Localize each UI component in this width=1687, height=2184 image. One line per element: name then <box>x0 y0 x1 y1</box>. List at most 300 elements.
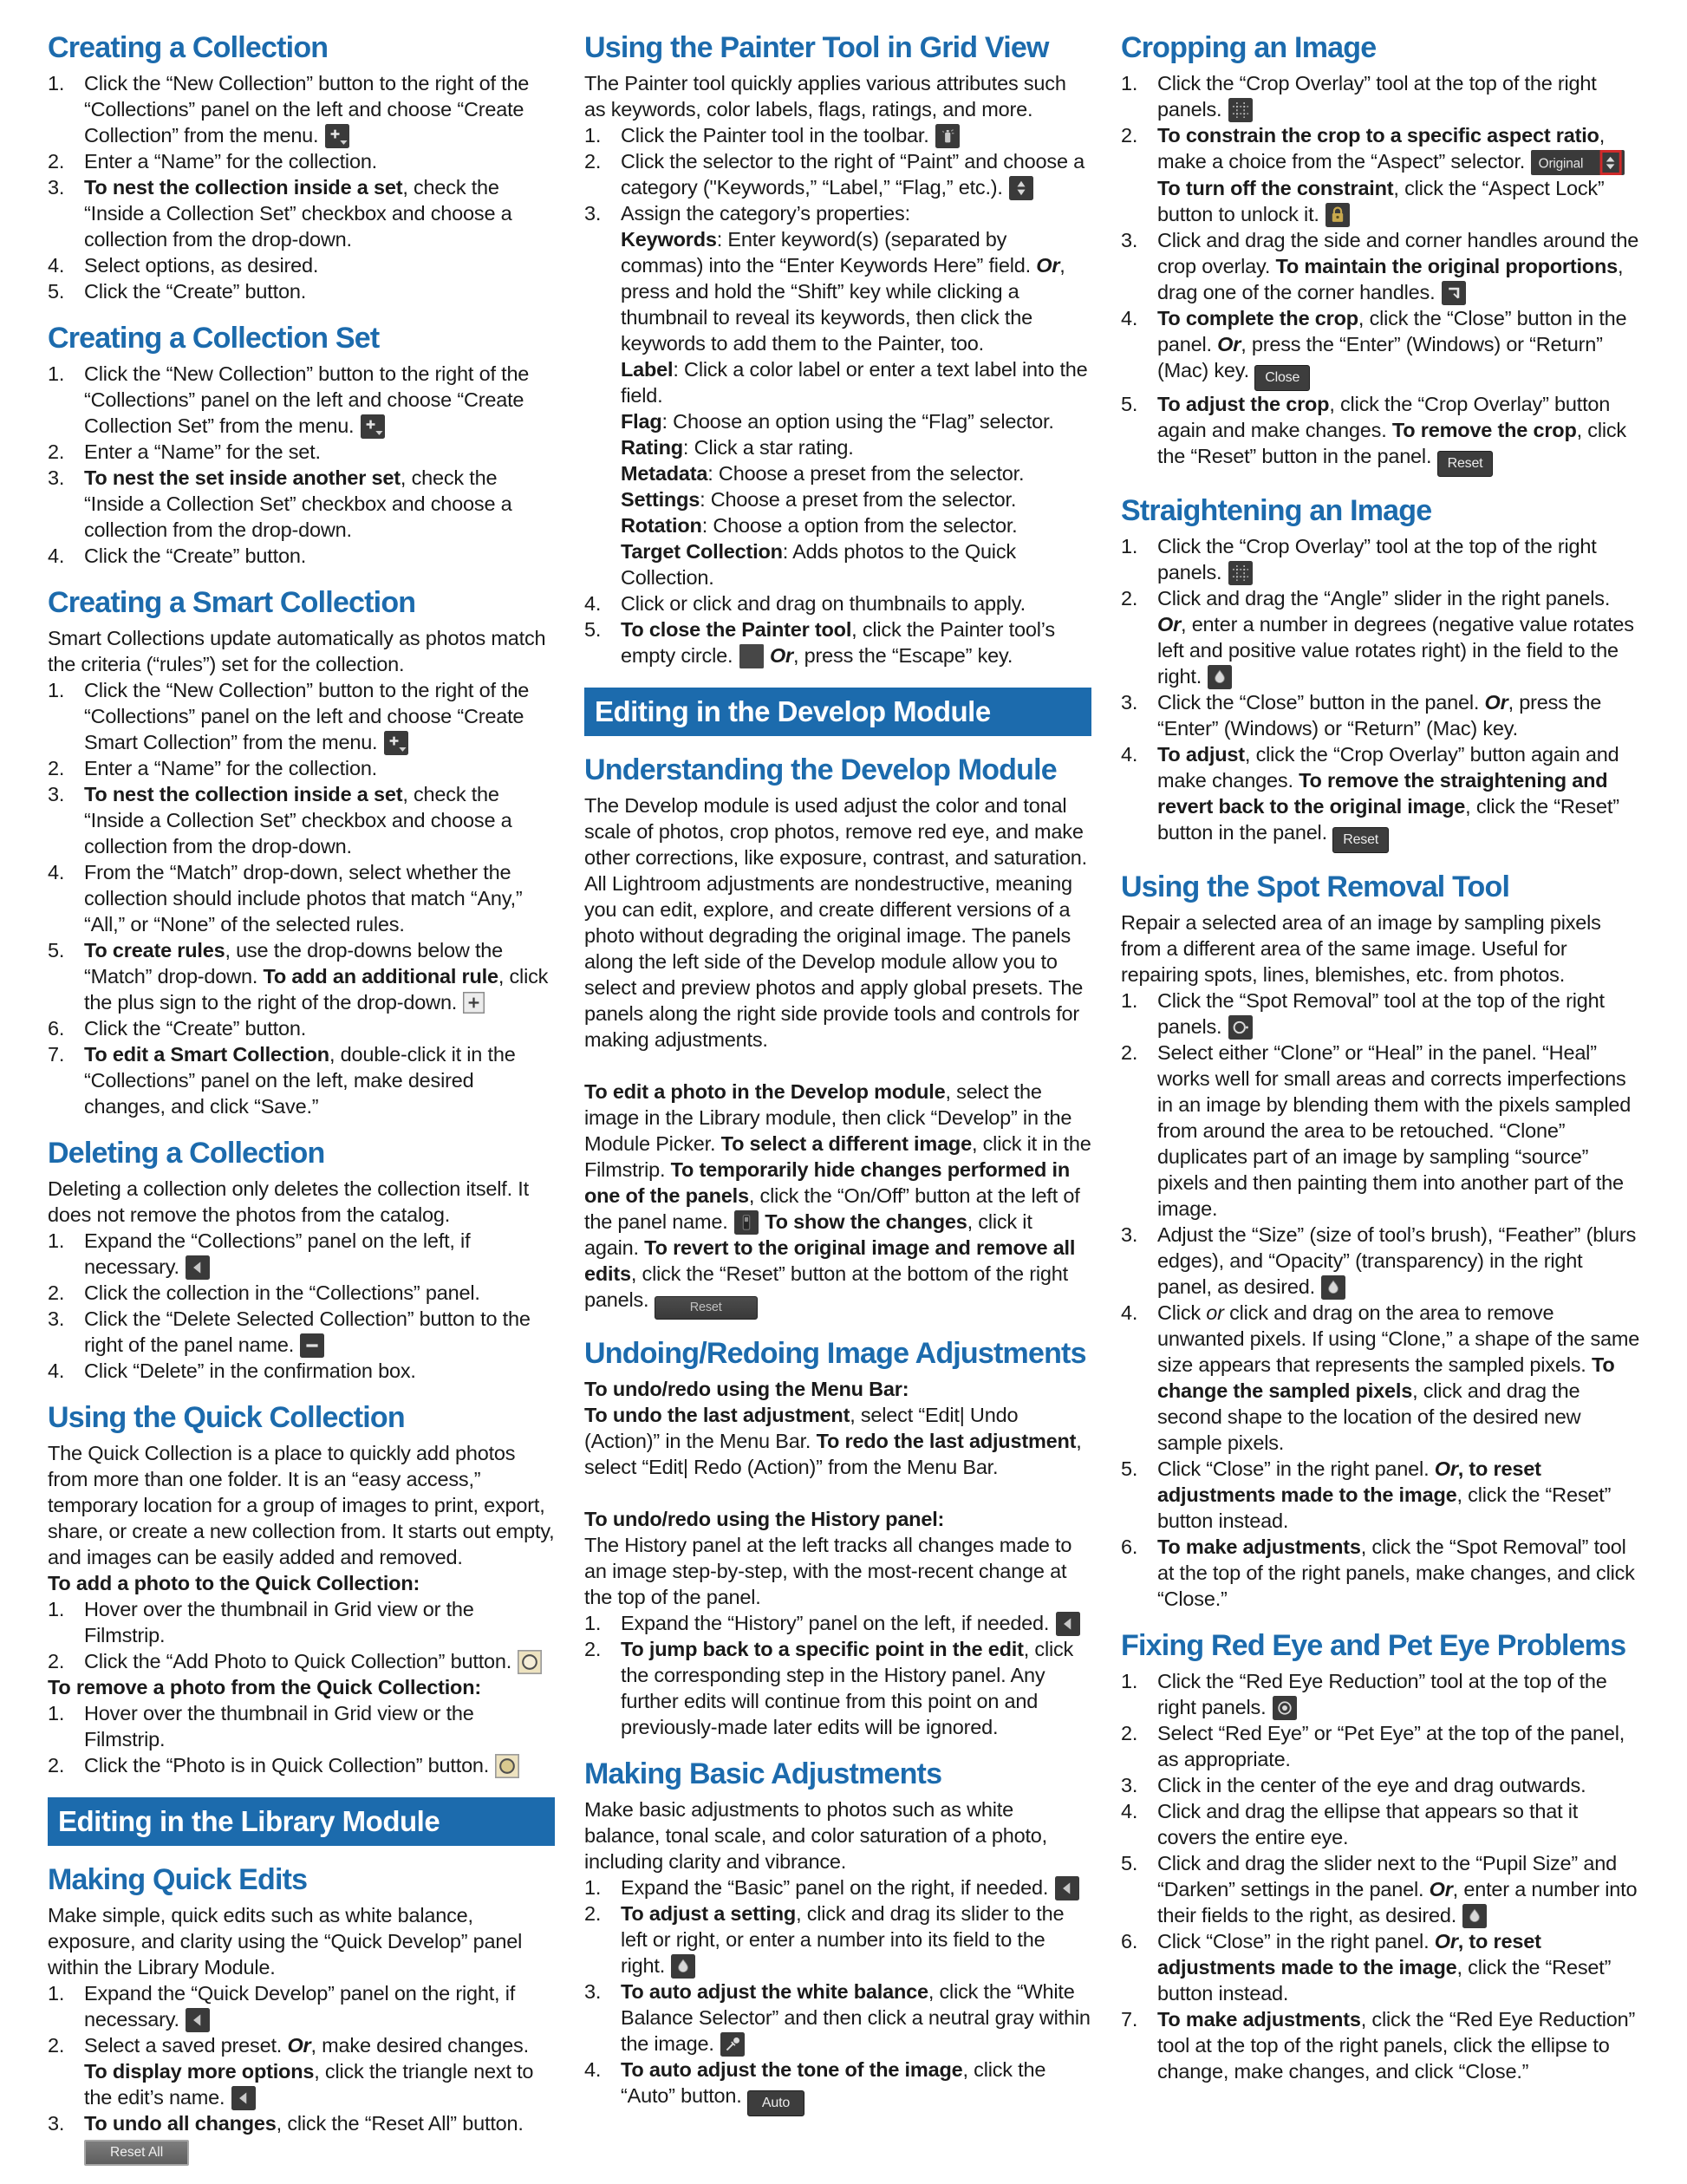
list-item <box>48 1280 555 1306</box>
eyedropper-icon <box>720 2032 745 2057</box>
text-run: : Enter keyword(s) (separated by commas) into the “Enter Keywords Here” field. <box>621 228 1037 277</box>
toggle-icon <box>734 1210 759 1235</box>
list-item-text <box>84 439 555 465</box>
text-run: : Click a star rating. <box>682 436 854 460</box>
list-number: 2. <box>1121 1722 1138 1745</box>
list-item <box>1121 1850 1641 1928</box>
list-number: 4. <box>584 2057 602 2081</box>
paragraph <box>48 1440 555 1570</box>
text-run: Select either “Clone” or “Heal” in the panel. “Heal” works well for small areas and corrects imperfections in an image by blending them with the pixels sampled from around the area to be retouched. “Clone” duplicates part of an image by sampling “source” pixels and then painting them into another part of the image. <box>1157 1041 1632 1221</box>
list-number: 4. <box>584 592 602 616</box>
text-run: Enter a “Name” for the collection. <box>84 757 378 780</box>
text-run: To add a photo to the Quick Collection: <box>48 1572 420 1595</box>
list-item-text <box>1157 1456 1641 1534</box>
list-item-text <box>1157 741 1641 853</box>
reset-button: Reset <box>1437 451 1494 477</box>
list-item-text <box>621 1610 1091 1636</box>
list-item <box>1121 689 1641 741</box>
list-item-text <box>1157 391 1641 477</box>
list-item-text <box>84 1648 555 1674</box>
list-item-text <box>84 677 555 755</box>
section-heading: Using the Quick Collection <box>48 1401 405 1435</box>
paragraph <box>48 1902 555 1980</box>
section-heading: Understanding the Develop Module <box>584 753 1057 787</box>
list-number: 1. <box>48 679 65 702</box>
list-item <box>1121 1928 1641 2006</box>
list-item <box>48 2110 555 2136</box>
text-run: To nest the set inside another set <box>84 466 401 490</box>
text-run: click and drag on the area to remove unwanted pixels. If using “Clone,” a shape of the same size appears that represents the sampled pixels. <box>1157 1301 1640 1377</box>
triangle-left-icon <box>1056 1612 1080 1636</box>
list-number: 1. <box>48 72 65 95</box>
list-item <box>584 1979 1091 2057</box>
text-run: To remove the crop <box>1391 419 1577 442</box>
list-number: 1. <box>584 1875 602 1899</box>
spacer <box>584 1480 1091 1506</box>
list-item-text <box>84 174 555 252</box>
list-item-text <box>84 2032 555 2110</box>
list-item-text <box>1157 1850 1641 1928</box>
close-button: Close <box>1254 365 1310 391</box>
list-item <box>1121 1798 1641 1850</box>
list-item <box>48 2032 555 2110</box>
text-run: Click the “Crop Overlay” tool at the top of the right panels. <box>1157 72 1597 121</box>
section-heading: Cropping an Image <box>1121 31 1377 64</box>
text-run: , click the “Reset” button in the panel. <box>1157 795 1619 844</box>
list-item-text <box>1157 1534 1641 1612</box>
list-number: 3. <box>48 176 65 199</box>
list-item <box>48 781 555 859</box>
text-run: Select options, as desired. <box>84 254 319 277</box>
list-item-text <box>84 1700 555 1752</box>
text-run: To close the Painter tool <box>621 618 852 642</box>
text-run: To constrain the crop to a specific aspect ratio <box>1157 124 1599 147</box>
text-run: , click the “Auto” button. <box>621 2057 1046 2107</box>
text-run: Click the collection in the “Collections” panel. <box>84 1281 480 1305</box>
text-run: To add an additional rule <box>263 965 498 988</box>
painter-icon <box>935 124 960 148</box>
list-number: 1. <box>584 1611 602 1634</box>
text-run: To undo the last adjustment <box>584 1403 850 1426</box>
text-run: , check the “Inside a Collection Set” checkbox and choose a collection from the drop-down. <box>84 466 512 542</box>
text-run: Label <box>621 358 674 381</box>
triangle-left-icon <box>231 2086 256 2110</box>
text-run: To remove the straightening and revert back to the original image <box>1157 769 1608 818</box>
list-number: 1. <box>48 1982 65 2005</box>
list-item-text <box>84 1228 555 1280</box>
text-run: , click the Painter tool’s empty circle. <box>621 618 1055 668</box>
text-run: : Adds photos to the Quick Collection. <box>621 540 1016 590</box>
list-item <box>1121 1668 1641 1720</box>
text-run: Select a saved preset. <box>84 2034 288 2057</box>
selector-updown-icon <box>1009 176 1033 200</box>
text-run: or <box>1206 1301 1224 1325</box>
list-item-text <box>1157 1798 1641 1850</box>
list-item-text <box>84 543 555 569</box>
quick-circle-filled-icon <box>495 1754 519 1778</box>
section-heading: Using the Painter Tool in Grid View <box>584 31 1049 64</box>
triangle-left-icon <box>1055 1876 1079 1900</box>
list-item <box>48 1700 555 1752</box>
text-run: Or <box>1217 333 1241 356</box>
text-run: Rotation <box>621 514 702 538</box>
text-run: , click the plus sign to the right of the drop-down. <box>84 965 549 1014</box>
text-run: , click the “Spot Removal” tool at the top of the right panels, make changes, and click “Close.” <box>1157 1535 1635 1611</box>
text-run: Settings <box>621 488 700 512</box>
list-item-text <box>1157 1772 1641 1798</box>
sub-paragraph <box>621 486 1091 512</box>
text-run: , click the “Aspect Lock” button to unlock it. <box>1157 177 1605 226</box>
text-run: To select a different image <box>720 1132 972 1156</box>
list-item-text <box>621 200 1091 226</box>
corner-handle-icon <box>1442 281 1466 305</box>
list-number: 1. <box>584 124 602 147</box>
text-run: Deleting a collection only deletes the collection itself. It does not remove the photos from the catalog. <box>48 1177 529 1227</box>
list-item <box>1121 391 1641 477</box>
text-run: , click the “Close” button in the panel. <box>1157 307 1627 356</box>
list-item <box>48 937 555 1015</box>
reset-button: Reset <box>655 1296 758 1320</box>
sub-paragraph <box>621 460 1091 486</box>
text-run: : Choose an option using the “Flag” selector. <box>661 410 1054 434</box>
list-item-text <box>1157 227 1641 305</box>
list-item <box>1121 2006 1641 2084</box>
list-item-text <box>1157 1040 1641 1222</box>
text-run: , click the “Reset” button instead. <box>1157 1483 1612 1533</box>
list-item <box>1121 585 1641 689</box>
paragraph <box>584 1506 1091 1532</box>
text-run: Expand the “Quick Develop” panel on the right, if necessary. <box>84 1982 516 2031</box>
paragraph <box>1121 909 1641 988</box>
paragraph <box>48 1176 555 1228</box>
list-number: 5. <box>1121 1852 1138 1875</box>
list-number: 2. <box>584 150 602 173</box>
list-number: 2. <box>1121 124 1138 147</box>
list-item-text <box>1157 305 1641 391</box>
text-run: , press the “Escape” key. <box>793 644 1013 668</box>
paragraph <box>584 1796 1091 1874</box>
text-run: To edit a photo in the Develop module <box>584 1080 946 1104</box>
text-run: , make a choice from the “Aspect” selector. <box>1157 124 1606 173</box>
list-number: 5. <box>1121 393 1138 416</box>
list-item <box>48 1228 555 1280</box>
list-item <box>1121 1720 1641 1772</box>
section-heading: Undoing/Redoing Image Adjustments <box>584 1336 1086 1370</box>
button-row <box>84 2140 555 2166</box>
list-number: 4. <box>48 254 65 277</box>
text-run: Repair a selected area of an image by sampling pixels from a different area of the same image. Useful for repairing spots, lines, blemishes, etc. from photos. <box>1121 911 1601 987</box>
list-number: 2. <box>48 757 65 780</box>
section-heading: Making Basic Adjustments <box>584 1757 942 1790</box>
text-run: To show the changes <box>765 1210 967 1234</box>
list-item-text <box>1157 689 1641 741</box>
list-item <box>1121 1772 1641 1798</box>
list-item <box>48 1358 555 1384</box>
text-run: , click the “Reset” button in the panel. <box>1157 419 1626 468</box>
text-run: To jump back to a specific point in the edit <box>621 1637 1024 1660</box>
text-run: , click the “Reset All” button. <box>276 2112 524 2135</box>
spacer <box>584 1053 1091 1079</box>
list-item <box>1121 741 1641 853</box>
list-item-text <box>84 1358 555 1384</box>
list-item <box>1121 1456 1641 1534</box>
list-number: 2. <box>48 1281 65 1305</box>
list-number: 6. <box>1121 1535 1138 1559</box>
text-run: Expand the “Basic” panel on the right, if needed. <box>621 1875 1054 1899</box>
list-number: 3. <box>48 1307 65 1331</box>
triangle-left-icon <box>186 2008 210 2032</box>
text-run: , click the “Reset” button instead. <box>1157 1956 1612 2005</box>
list-item-text <box>84 1980 555 2032</box>
list-item <box>48 543 555 569</box>
list-number: 3. <box>1121 229 1138 252</box>
list-item-text <box>1157 533 1641 585</box>
plus-menu-icon <box>384 731 408 755</box>
list-number: 5. <box>48 939 65 962</box>
list-number: 6. <box>1121 1930 1138 1953</box>
list-item <box>584 122 1091 148</box>
plus-menu-icon <box>325 124 349 148</box>
text-run: Click the “Red Eye Reduction” tool at the top of the right panels. <box>1157 1670 1607 1719</box>
text-run: Click and drag the “Angle” slider in the right panels. <box>1157 587 1611 610</box>
list-item-text <box>621 590 1091 616</box>
list-item <box>48 1596 555 1648</box>
reset-button: Reset <box>1332 827 1389 853</box>
text-run: Expand the “History” panel on the left, if needed. <box>621 1611 1055 1634</box>
text-run: To maintain the original proportions <box>1275 255 1618 278</box>
crop-icon <box>1228 98 1253 122</box>
list-item-text <box>84 937 555 1015</box>
list-number: 1. <box>1121 989 1138 1013</box>
minus-icon <box>300 1333 324 1358</box>
text-run: , select “Edit| Redo (Action)” from the Menu Bar. <box>584 1429 1082 1478</box>
list-number: 7. <box>1121 2008 1138 2031</box>
list-number: 2. <box>1121 1041 1138 1065</box>
list-item-text <box>621 148 1091 200</box>
text-run: : Choose a option from the selector. <box>701 514 1018 538</box>
text-run: , click it in the Filmstrip. <box>584 1132 1091 1182</box>
list-item-text <box>621 122 1091 148</box>
text-run: , click the triangle next to the edit’s name. <box>84 2060 534 2109</box>
list-item <box>48 1980 555 2032</box>
text-run: Or <box>1434 1457 1458 1481</box>
list-item <box>48 1306 555 1358</box>
text-run: Click the Painter tool in the toolbar. <box>621 124 935 147</box>
lock-icon <box>1326 203 1350 227</box>
list-item-text <box>84 1752 555 1778</box>
plus-light-icon <box>463 992 485 1014</box>
section-heading: Creating a Collection Set <box>48 322 380 355</box>
list-number: 4. <box>48 1359 65 1383</box>
text-run: To make adjustments <box>1157 2008 1361 2031</box>
text-run: To adjust the crop <box>1157 393 1330 416</box>
list-item <box>48 755 555 781</box>
list-item-text <box>84 1015 555 1041</box>
text-run: To undo/redo using the Menu Bar: <box>584 1377 909 1400</box>
list-number: 1. <box>1121 535 1138 558</box>
text-run: , use the drop-downs below the “Match” drop-down. <box>84 939 504 988</box>
text-run: To make adjustments <box>1157 1535 1361 1559</box>
text-run: Click the “New Collection” button to the right of the “Collections” panel on the left and choose “Create Collection” from the menu. <box>84 72 530 147</box>
list-item <box>584 1874 1091 1900</box>
text-run: To display more options <box>84 2060 315 2083</box>
list-number: 3. <box>584 1979 602 2003</box>
text-run: Click the “Photo is in Quick Collection” button. <box>84 1754 495 1777</box>
text-run: To change the sampled pixels <box>1157 1353 1615 1403</box>
column-1 <box>48 31 555 2166</box>
list-item <box>1121 988 1641 1040</box>
text-run: Or <box>769 644 793 668</box>
list-number: 2. <box>584 1901 602 1925</box>
list-number: 3. <box>584 202 602 225</box>
list-number: 1. <box>48 1702 65 1725</box>
droplet-icon <box>1462 1904 1487 1928</box>
text-run: Flag <box>621 410 662 434</box>
text-run: Click “Close” in the right panel. <box>1157 1930 1435 1953</box>
list-number: 1. <box>1121 72 1138 95</box>
list-item <box>584 1636 1091 1740</box>
list-number: 4. <box>48 861 65 884</box>
list-item-text <box>1157 2006 1641 2084</box>
list-number: 3. <box>1121 691 1138 714</box>
red-eye-icon <box>1273 1696 1297 1720</box>
list-number: 2. <box>1121 587 1138 610</box>
list-number: 4. <box>1121 743 1138 766</box>
text-run: Click and drag the side and corner handles around the crop overlay. <box>1157 229 1639 278</box>
text-run: , to reset adjustments made to the image <box>1157 1930 1541 1979</box>
list-item <box>48 1041 555 1119</box>
list-item <box>584 2057 1091 2116</box>
section-banner: Editing in the Library Module <box>48 1797 555 1846</box>
text-run: The History panel at the left tracks all changes made to an image step-by-step, with the most-recent change at the top of the panel. <box>584 1533 1072 1608</box>
list-number: 1. <box>48 1598 65 1621</box>
text-run: , click the “On/Off” button at the left of the panel name. <box>584 1184 1080 1234</box>
text-run: Make basic adjustments to photos such as white balance, tonal scale, and color saturation of a photo, including clarity and vibrance. <box>584 1797 1047 1873</box>
list-item <box>584 1610 1091 1636</box>
list-number: 4. <box>48 544 65 568</box>
sub-paragraph <box>621 226 1091 356</box>
list-item-text <box>84 1041 555 1119</box>
text-run: Click or click and drag on thumbnails to apply. <box>621 592 1026 616</box>
text-run: : Choose a preset from the selector. <box>707 462 1025 486</box>
text-run: To auto adjust the white balance <box>621 1979 928 2003</box>
list-number: 2. <box>48 1650 65 1673</box>
auto-button: Auto <box>747 2090 804 2116</box>
text-run: , click it again. <box>584 1210 1032 1260</box>
text-run: Click and drag the slider next to the “Pupil Size” and “Darken” settings in the panel. <box>1157 1852 1617 1901</box>
text-run: To edit a Smart Collection <box>84 1043 329 1066</box>
text-run: To adjust a setting <box>621 1901 797 1925</box>
list-item <box>48 859 555 937</box>
text-run: , select the image in the Library module, then click “Develop” in the Module Picker. <box>584 1080 1072 1156</box>
text-run: Or <box>1036 254 1060 277</box>
list-item <box>584 590 1091 616</box>
sub-paragraph <box>621 408 1091 434</box>
list-item-text <box>1157 122 1641 227</box>
column-3 <box>1121 31 1641 2166</box>
text-run: Smart Collections update automatically as photos match the criteria (“rules”) set for the collection. <box>48 627 546 676</box>
text-run: Assign the category’s properties: <box>621 202 910 225</box>
list-item-text <box>621 1636 1091 1740</box>
list-number: 2. <box>48 440 65 464</box>
list-number: 4. <box>1121 1301 1138 1325</box>
list-item <box>48 1752 555 1778</box>
text-run: , check the “Inside a Collection Set” checkbox and choose a collection from the drop-down. <box>84 783 512 858</box>
list-number: 3. <box>1121 1774 1138 1797</box>
list-item <box>48 174 555 252</box>
text-run: Click the “New Collection” button to the right of the “Collections” panel on the left and choose “Create Smart Collection” from the menu. <box>84 679 530 754</box>
text-run: Click the “Close” button in the panel. <box>1157 691 1485 714</box>
list-number: 1. <box>48 362 65 386</box>
text-run: , click the “White Balance Selector” and then click a neutral gray within the image. <box>621 1979 1091 2055</box>
plus-menu-icon <box>361 414 385 439</box>
paragraph <box>584 792 1091 1053</box>
list-item-text <box>1157 1668 1641 1720</box>
paragraph <box>48 1674 555 1700</box>
list-item <box>48 439 555 465</box>
list-number: 5. <box>584 618 602 642</box>
text-run: To nest the collection inside a set <box>84 783 403 806</box>
text-run: , make desired changes. <box>310 2034 529 2057</box>
text-run: Rating <box>621 436 683 460</box>
text-run: , press the “Enter” (Windows) or “Return” (Mac) key. <box>1157 691 1602 740</box>
text-run: Keywords <box>621 228 717 251</box>
paragraph <box>584 1532 1091 1610</box>
section-banner: Editing in the Develop Module <box>584 688 1091 736</box>
text-run: Click the “Create” button. <box>84 544 307 568</box>
text-run: Click the “Crop Overlay” tool at the top of the right panels. <box>1157 535 1597 584</box>
list-number: 1. <box>1121 1670 1138 1693</box>
text-run: Click the “Spot Removal” tool at the top of the right panels. <box>1157 989 1605 1039</box>
text-run: Make simple, quick edits such as white balance, exposure, and clarity using the “Quick Develop” panel within the Library Module. <box>48 1904 523 1979</box>
text-run: : Click a color label or enter a text label into the field. <box>621 358 1088 407</box>
text-run: Click the “Create” button. <box>84 1017 307 1040</box>
text-run: Click the “Create” button. <box>84 280 307 303</box>
text-run: , click and drag the second shape to the location of the desired new sample pixels. <box>1157 1379 1581 1455</box>
list-item <box>1121 122 1641 227</box>
text-run: To create rules <box>84 939 225 962</box>
list-item <box>584 616 1091 668</box>
text-run: , click the “Reset” button at the bottom of the right panels. <box>584 1262 1068 1312</box>
sub-paragraph <box>621 356 1091 408</box>
list-item <box>584 200 1091 226</box>
list-item-text <box>1157 1300 1641 1456</box>
list-item <box>1121 1300 1641 1456</box>
section-heading: Straightening an Image <box>1121 494 1432 528</box>
text-run: , click the “Crop Overlay” button again and make changes. <box>1157 743 1619 792</box>
column-2 <box>584 31 1091 2166</box>
list-item-text <box>1157 585 1641 689</box>
text-run: Hover over the thumbnail in Grid view or the Filmstrip. <box>84 1702 474 1751</box>
list-item-text <box>84 278 555 304</box>
list-number: 7. <box>48 1043 65 1066</box>
list-item-text <box>84 361 555 439</box>
text-run: , click and drag its slider to the left or right, or enter a number into its field to the right. <box>621 1901 1065 1977</box>
text-run: , enter a number in degrees (negative value rotates left and positive value rotates right) in the field to the right. <box>1157 613 1634 688</box>
list-item <box>48 252 555 278</box>
list-item-text <box>1157 1928 1641 2006</box>
list-item-text <box>84 252 555 278</box>
list-number: 6. <box>48 1017 65 1040</box>
text-run: To turn off the constraint <box>1157 177 1394 200</box>
paragraph <box>584 1079 1091 1320</box>
list-item-text <box>84 465 555 543</box>
text-run: Click in the center of the eye and drag outwards. <box>1157 1774 1586 1797</box>
text-run: Or <box>1157 613 1182 636</box>
text-run: , click the “Crop Overlay” button again and make changes. <box>1157 393 1611 442</box>
section-heading: Using the Spot Removal Tool <box>1121 870 1510 904</box>
text-run: The Painter tool quickly applies various attributes such as keywords, color labels, flags, ratings, and more. <box>584 72 1066 121</box>
